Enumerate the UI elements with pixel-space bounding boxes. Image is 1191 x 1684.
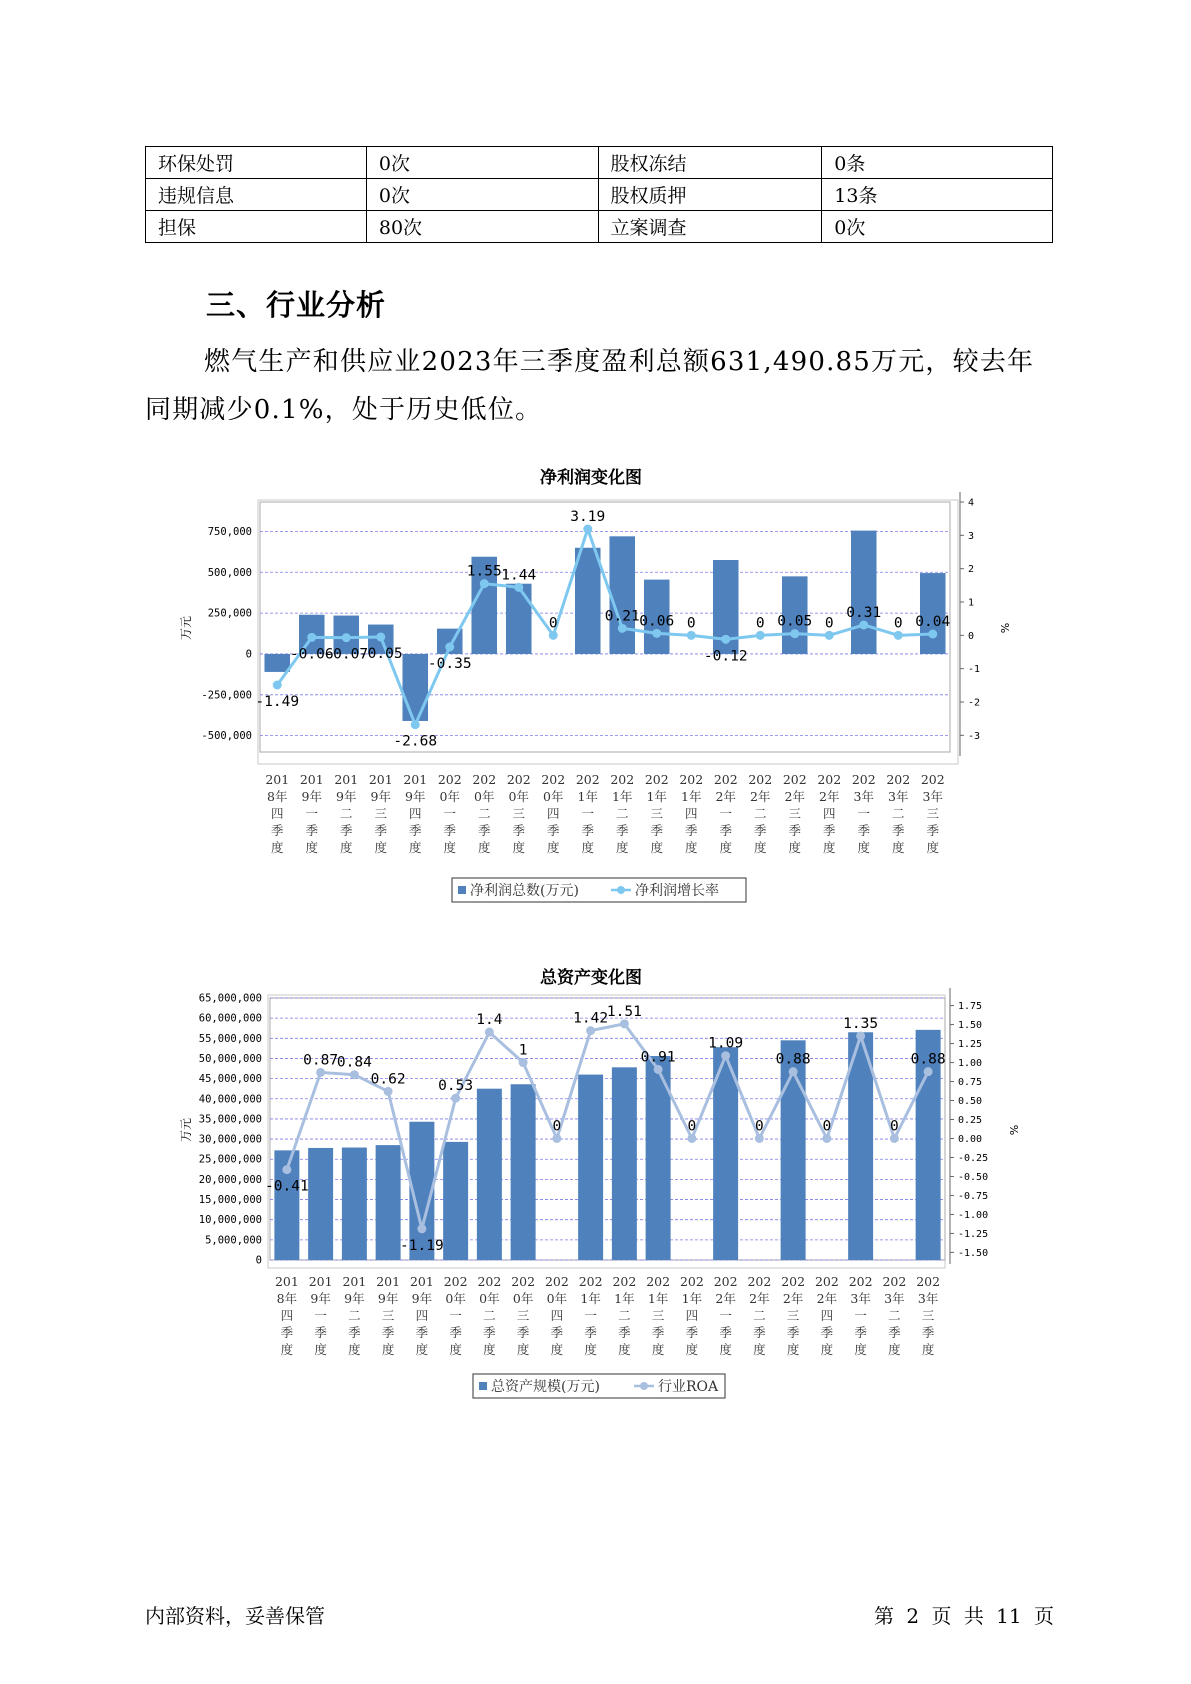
line-point — [586, 1026, 595, 1035]
data-label: 0.05 — [777, 613, 813, 630]
bar — [506, 584, 532, 654]
y-tick-label: 35,000,000 — [198, 1113, 262, 1126]
x-tick-label: 202 0年一季度 — [437, 772, 462, 855]
y-tick-label: 5,000,000 — [205, 1234, 262, 1247]
y2-tick-label: -1.25 — [958, 1228, 989, 1240]
data-label: 1.09 — [708, 1035, 744, 1052]
bar — [578, 1075, 603, 1260]
line-point — [789, 1067, 798, 1076]
line-point — [890, 1134, 899, 1143]
legend-line-label: 净利润增长率 — [635, 883, 719, 899]
x-tick-label: 202 1年一季度 — [578, 1274, 603, 1357]
x-tick-label: 202 1年二季度 — [610, 772, 635, 855]
footer-page-number: 第 2 页 共 11 页 — [874, 1604, 1054, 1628]
x-tick-label: 202 1年一季度 — [575, 772, 600, 855]
table-value-cell: 0条 — [822, 147, 1053, 179]
data-label: -0.06 — [289, 646, 334, 663]
y-tick-label: 50,000,000 — [198, 1052, 262, 1065]
y-axis-label: 万元 — [179, 1117, 193, 1143]
x-tick-label: 202 0年二季度 — [472, 772, 497, 855]
data-label: 0 — [687, 1118, 697, 1135]
line-point — [376, 633, 385, 642]
line-point — [654, 1065, 663, 1074]
data-label: -0.05 — [358, 646, 403, 662]
data-label: 0.87 — [303, 1052, 339, 1069]
line-point — [282, 1165, 291, 1174]
bar — [612, 1067, 637, 1260]
y2-tick-label: -0.25 — [958, 1152, 989, 1164]
line-point — [756, 631, 765, 640]
data-label: 0 — [755, 1118, 764, 1135]
line-point — [721, 635, 730, 644]
line-point — [273, 681, 282, 690]
section-title: 三、行业分析 — [206, 288, 387, 322]
line-point — [307, 633, 316, 642]
x-tick-label: 202 3年二季度 — [882, 1274, 907, 1357]
chart2-title: 总资产变化图 — [540, 968, 642, 988]
line-point — [445, 643, 454, 652]
x-tick-label: 202 0年一季度 — [443, 1274, 468, 1357]
legend-bar-swatch — [458, 886, 466, 894]
bar — [511, 1084, 536, 1260]
line-point — [480, 579, 489, 588]
x-tick-label: 201 9年二季度 — [342, 1274, 367, 1357]
line-point — [350, 1070, 359, 1079]
data-label: -1.49 — [255, 694, 300, 710]
line-point — [519, 1058, 528, 1067]
chart-frame — [268, 995, 945, 1268]
line-point — [856, 1031, 865, 1040]
bar — [477, 1089, 502, 1260]
line-point — [316, 1068, 325, 1077]
x-tick-label: 202 2年三季度 — [782, 772, 807, 855]
table-value-cell: 0次 — [822, 211, 1053, 243]
bar — [264, 654, 290, 672]
y2-tick-label: 0.75 — [958, 1077, 983, 1089]
data-label: -0.41 — [265, 1178, 309, 1195]
data-label: -0.07 — [324, 646, 369, 663]
bar — [575, 548, 601, 654]
x-tick-label: 202 1年四季度 — [679, 1274, 704, 1357]
y2-tick-label: 3 — [968, 530, 975, 542]
total-assets-chart — [0, 990, 1191, 1410]
plot-area — [260, 502, 950, 752]
x-tick-label: 201 9年三季度 — [368, 772, 393, 855]
data-label: 1.44 — [501, 567, 537, 584]
risk-info-table — [145, 146, 1053, 243]
y-tick-label: 25,000,000 — [198, 1153, 262, 1166]
line-point — [411, 720, 420, 729]
y-tick-label: 40,000,000 — [198, 1093, 262, 1106]
y2-tick-label: 0 — [968, 630, 975, 642]
line-point — [618, 624, 627, 633]
y-axis-label: 万元 — [179, 615, 193, 641]
data-label: 0 — [893, 615, 903, 632]
data-label: -0.35 — [427, 656, 472, 672]
y-tick-label: -250,000 — [201, 689, 252, 702]
x-tick-label: 201 9年四季度 — [409, 1274, 434, 1357]
data-label: 0 — [824, 615, 834, 632]
line-point — [928, 630, 937, 639]
y-tick-label: 55,000,000 — [198, 1032, 262, 1045]
y-tick-label: 750,000 — [207, 525, 252, 538]
legend-line-marker — [617, 886, 625, 894]
bar — [342, 1148, 367, 1260]
x-tick-label: 201 8年四季度 — [265, 772, 290, 855]
y2-tick-label: 0.50 — [958, 1096, 983, 1108]
line-point — [451, 1094, 460, 1103]
x-tick-label: 202 1年三季度 — [646, 1274, 671, 1357]
legend-bar-label: 净利润总数(万元) — [470, 883, 579, 899]
data-label: 0 — [686, 615, 696, 632]
x-tick-label: 202 1年三季度 — [644, 772, 669, 855]
table-label-cell: 立案调查 — [598, 211, 822, 243]
x-tick-label: 202 0年四季度 — [541, 772, 566, 855]
table-label-cell: 股权冻结 — [598, 147, 822, 179]
line-point — [790, 629, 799, 638]
y2-tick-label: 2 — [968, 564, 975, 576]
net-profit-chart — [0, 490, 1191, 910]
x-tick-label: 202 0年四季度 — [544, 1274, 569, 1357]
y-tick-label: 0 — [255, 1254, 262, 1267]
table-value-cell: 13条 — [822, 179, 1053, 211]
table-label-cell: 担保 — [146, 211, 367, 243]
x-tick-label: 202 3年三季度 — [916, 1274, 941, 1357]
x-tick-label: 202 0年二季度 — [477, 1274, 502, 1357]
bar — [443, 1142, 468, 1260]
legend-line-label: 行业ROA — [658, 1379, 719, 1395]
table-row — [146, 147, 1053, 179]
y2-tick-label: -0.50 — [958, 1171, 989, 1183]
y2-tick-label: -1 — [968, 664, 981, 676]
y2-tick-label: 0.00 — [958, 1133, 983, 1145]
y-tick-label: 15,000,000 — [198, 1194, 262, 1207]
data-label: 0.04 — [915, 614, 951, 630]
data-label: 0.21 — [604, 608, 640, 625]
data-label: 0.62 — [370, 1071, 406, 1088]
data-label: 0 — [755, 615, 765, 632]
x-tick-label: 201 9年一季度 — [299, 772, 324, 855]
y-tick-label: 30,000,000 — [198, 1133, 262, 1146]
x-tick-label: 202 0年三季度 — [506, 772, 531, 855]
data-label: -2.68 — [393, 733, 438, 750]
x-tick-label: 202 2年三季度 — [781, 1274, 806, 1357]
x-tick-label: 202 2年一季度 — [713, 772, 738, 855]
y-tick-label: 500,000 — [207, 566, 252, 579]
x-tick-label: 202 3年一季度 — [851, 772, 876, 855]
table-value-cell: 80次 — [366, 211, 598, 243]
line-point — [687, 631, 696, 640]
y-tick-label: -500,000 — [201, 730, 252, 743]
legend-bar-swatch — [479, 1382, 487, 1390]
data-label: 0 — [552, 1118, 562, 1135]
line-point — [822, 1134, 831, 1143]
y-tick-label: 20,000,000 — [198, 1173, 262, 1186]
data-label: 1.51 — [606, 1003, 642, 1020]
y2-tick-label: -3 — [968, 730, 981, 742]
x-tick-label: 202 2年四季度 — [814, 1274, 839, 1357]
x-tick-label: 201 8年四季度 — [274, 1274, 299, 1357]
line-point — [417, 1224, 426, 1233]
line-point — [384, 1087, 393, 1096]
y2-tick-label: -1.00 — [958, 1209, 989, 1221]
y-tick-label: 65,000,000 — [198, 992, 262, 1005]
data-label: 1.55 — [466, 563, 502, 580]
bar — [308, 1148, 333, 1260]
y2-tick-label: 1.00 — [958, 1058, 983, 1070]
y2-axis-label: % — [998, 622, 1011, 634]
line-point — [342, 633, 351, 642]
table-label-cell: 违规信息 — [146, 179, 367, 211]
bar — [851, 531, 877, 654]
y2-tick-label: 1.50 — [958, 1020, 983, 1032]
industry-paragraph: 燃气生产和供应业2023年三季度盈利总额631,490.85万元，较去年同期减少0.1%，处于历史低位。 — [145, 347, 1035, 425]
y2-tick-label: -2 — [968, 697, 981, 709]
chart1-title: 净利润变化图 — [540, 468, 642, 488]
line-point — [687, 1134, 696, 1143]
line-point — [924, 1067, 933, 1076]
footer-confidential: 内部资料，妥善保管 — [145, 1604, 325, 1628]
y2-tick-label: 0.25 — [958, 1115, 983, 1127]
table-row — [146, 211, 1053, 243]
x-tick-label: 202 2年一季度 — [713, 1274, 738, 1357]
x-tick-label: 202 2年四季度 — [817, 772, 842, 855]
line-point — [620, 1019, 629, 1028]
x-tick-label: 202 3年三季度 — [920, 772, 945, 855]
data-label: 1.35 — [843, 1015, 879, 1032]
data-label: 1 — [518, 1042, 528, 1059]
data-label: 0.88 — [910, 1051, 946, 1068]
y-tick-label: 0 — [245, 648, 252, 661]
x-tick-label: 202 2年二季度 — [747, 1274, 772, 1357]
y2-tick-label: 4 — [968, 497, 975, 509]
y-tick-label: 45,000,000 — [198, 1073, 262, 1086]
data-label: 0 — [822, 1118, 832, 1135]
line-point — [825, 631, 834, 640]
line-point — [485, 1028, 494, 1037]
line-point — [583, 525, 592, 534]
table-label-cell: 股权质押 — [598, 179, 822, 211]
bar — [376, 1145, 401, 1260]
line-point — [652, 629, 661, 638]
x-tick-label: 201 9年二季度 — [334, 772, 359, 855]
x-tick-label: 202 0年三季度 — [511, 1274, 536, 1357]
x-tick-label: 202 3年一季度 — [848, 1274, 873, 1357]
line-point — [514, 583, 523, 592]
data-label: 0.88 — [775, 1051, 811, 1068]
x-tick-label: 202 2年二季度 — [748, 772, 773, 855]
line-point — [549, 631, 558, 640]
x-tick-label: 201 9年一季度 — [308, 1274, 333, 1357]
legend-bar-label: 总资产规模(万元) — [491, 1379, 600, 1395]
y2-tick-label: 1.25 — [958, 1039, 983, 1051]
y2-tick-label: 1.75 — [958, 1001, 983, 1013]
y-tick-label: 250,000 — [207, 607, 252, 620]
data-label: 1.4 — [476, 1012, 503, 1029]
data-label: 3.19 — [570, 509, 606, 525]
line-point — [894, 631, 903, 640]
y2-tick-label: -1.50 — [958, 1247, 989, 1259]
line-point — [721, 1051, 730, 1060]
data-label: 0.53 — [438, 1078, 474, 1095]
data-label: 0.06 — [639, 613, 675, 630]
table-value-cell: 0次 — [366, 179, 598, 211]
line-point — [755, 1134, 764, 1143]
data-label: 0 — [548, 615, 558, 632]
data-label: 1.42 — [573, 1010, 609, 1027]
data-label: 0 — [890, 1118, 899, 1135]
x-tick-label: 201 9年三季度 — [376, 1274, 401, 1357]
data-label: 0.84 — [336, 1054, 372, 1071]
x-tick-label: 202 3年二季度 — [886, 772, 911, 855]
line-point — [552, 1134, 561, 1143]
y-tick-label: 10,000,000 — [198, 1214, 262, 1227]
y2-tick-label: 1 — [968, 597, 975, 609]
line-point — [859, 621, 868, 630]
bar — [402, 654, 428, 721]
table-row — [146, 179, 1053, 211]
data-label: -1.19 — [400, 1237, 444, 1254]
x-tick-label: 202 1年二季度 — [612, 1274, 637, 1357]
data-label: 0.91 — [640, 1049, 676, 1066]
x-tick-label: 202 1年四季度 — [679, 772, 704, 855]
table-value-cell: 0次 — [366, 147, 598, 179]
data-label: -0.12 — [703, 648, 748, 665]
bar — [609, 536, 635, 654]
plot-area — [270, 998, 945, 1260]
x-tick-label: 201 9年四季度 — [403, 772, 428, 855]
y2-axis-label: % — [1007, 1124, 1020, 1136]
y2-tick-label: -0.75 — [958, 1190, 989, 1202]
legend-line-marker — [640, 1382, 648, 1390]
data-label: 0.31 — [846, 605, 882, 621]
table-label-cell: 环保处罚 — [146, 147, 367, 179]
y-tick-label: 60,000,000 — [198, 1012, 262, 1025]
